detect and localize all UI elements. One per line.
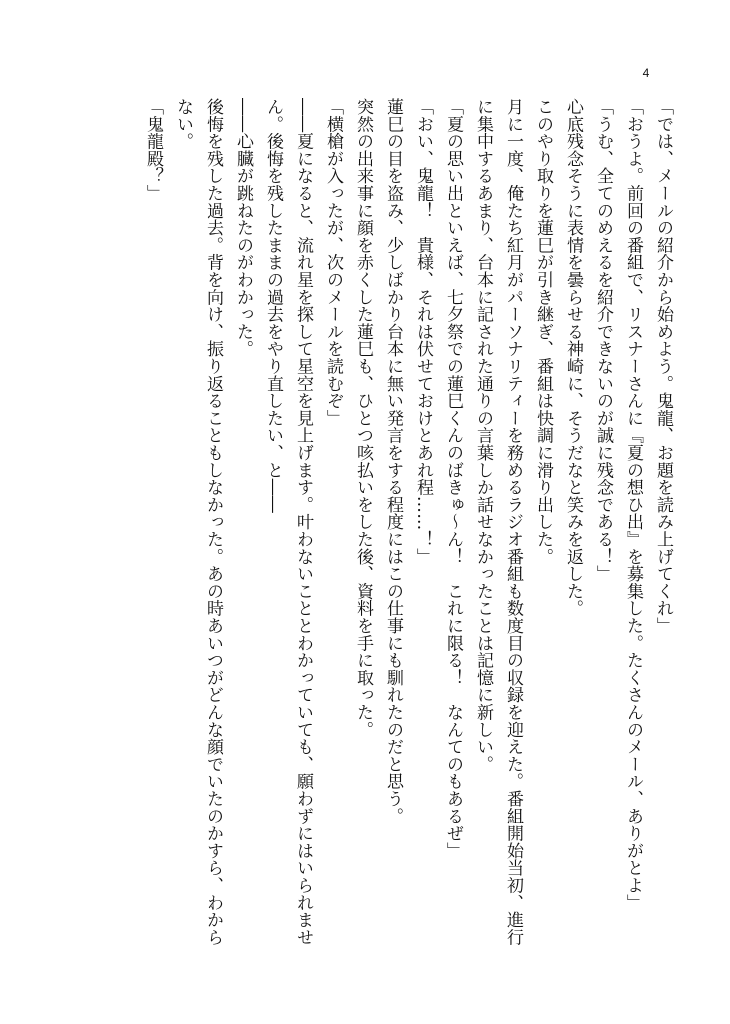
page-body-text: 「では、メールの紹介から始めよう。鬼龍、お題を読み上げてくれ」 「おうよ。前回の番組で、リスナーさんに『夏の想ひ出』を募集した。たくさんのメール、ありがとよ」 「うむ、全てのめえるを紹介できないのが誠に残念である！」 心底残念そうに表情を曇らせる神崎に、そうだなと笑みを返した。 このやり取りを蓮巳が引き継ぎ、番組は快調に滑り出した。 月に一度、俺たち紅月がパーソナリティーを務めるラジオ番組も数度目の収録を迎えた。番組開始当初、進行に集中するあまり、台本に記された通りの言葉しか話せなかったことは記憶に新しい。 「夏の思い出といえば、七夕祭での蓮巳くんのばきゅ～ん！ これに限る！ なんてのもあるぜ」 「おい、鬼龍！ 貴様、それは伏せておけとあれ程……！」 蓮巳の目を盗み、少しばかり台本に無い発言をする程度にはこの仕事にも馴れたのだと思う。 突然の出来事に顔を赤くした蓮巳も、ひとつ咳払いをした後、資料を手に取った。 「横槍が入ったが、次のメールを読むぞ」 ――夏になると、流れ星を探して星空を見上げます。叶わないこととわかっていても、願わずにはいられません。後悔を残したままの過去をやり直したい、と―― ――心臓が跳ねたのがわかった。 後悔を残した過去。背を向け、振り返ることもしなかった。あの時あいつがどんな顔でいたのかすら、わからない。 「鬼龍殿？」	[143, 98, 673, 946]
vertical-text-block	[138, 98, 673, 950]
page-number: 4	[642, 66, 650, 80]
